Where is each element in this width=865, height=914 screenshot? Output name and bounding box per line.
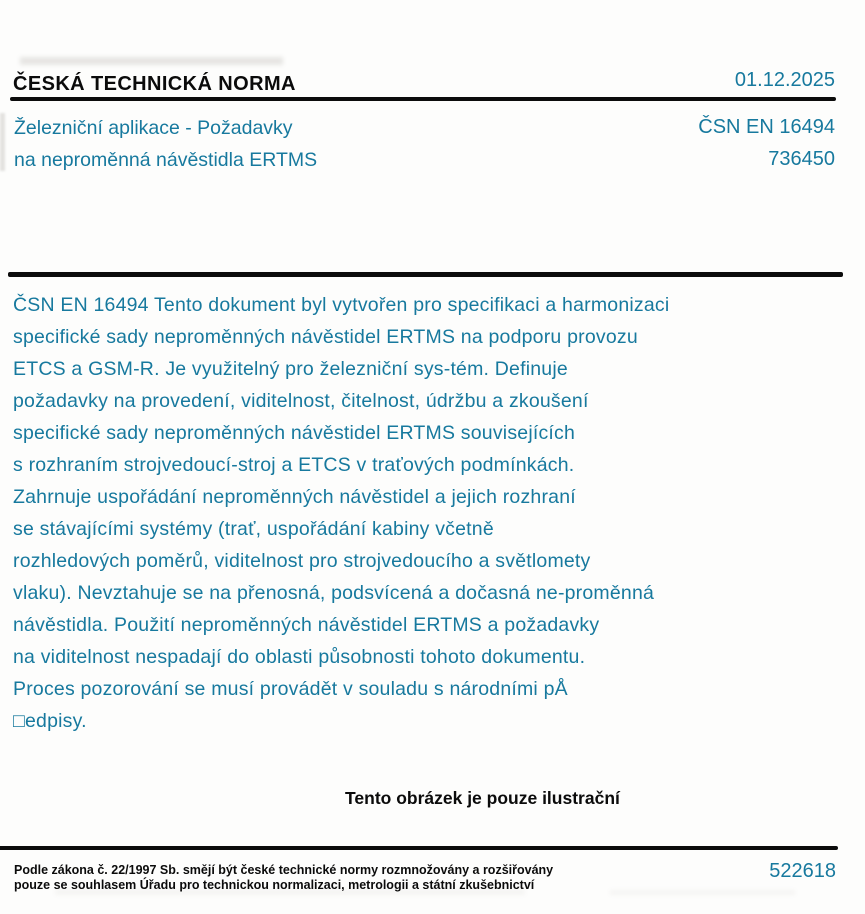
abstract-line: rozhledových poměrů, viditelnost pro strojvedoucího a světlomety <box>13 550 591 572</box>
abstract-line: □edpisy. <box>13 710 87 732</box>
standard-code: ČSN EN 16494 <box>698 116 835 138</box>
abstract-line: s rozhraním strojvedoucí-stroj a ETCS v traťových podmínkách. <box>13 454 575 476</box>
abstract-text <box>13 289 669 737</box>
legal-notice-line1: Podle zákona č. 22/1997 Sb. smějí být české technické normy rozmnožovány a rozšiřovány <box>14 863 554 877</box>
scan-artifact-footer-right <box>610 890 795 895</box>
abstract-line: na viditelnost nespadají do oblasti působnosti tohoto dokumentu. <box>13 646 586 668</box>
class-code: 736450 <box>768 148 835 170</box>
legal-notice <box>14 863 553 893</box>
abstract-line: ETCS a GSM-R. Je využitelný pro železniční sys-tém. Definuje <box>13 358 568 380</box>
scan-artifact-top <box>20 57 283 65</box>
standard-identifiers <box>698 111 835 175</box>
illustration-caption: Tento obrázek je pouze ilustrační <box>345 788 620 808</box>
footer-rule <box>0 846 838 850</box>
abstract-line: návěstidla. Použití neproměnných návěstidel ERTMS a požadavky <box>13 614 600 636</box>
abstract-line: specifické sady neproměnných návěstidel ERTMS na podporu provozu <box>13 326 638 348</box>
abstract-line: Zahrnuje uspořádání neproměnných návěstidel a jejich rozhraní <box>13 486 576 508</box>
page-title: ČESKÁ TECHNICKÁ NORMA <box>13 73 296 95</box>
subject-title-line2: na neproměnná návěstidla ERTMS <box>14 149 318 171</box>
abstract-line: ČSN EN 16494 Tento dokument byl vytvořen pro specifikaci a harmonizaci <box>13 294 670 316</box>
header-rule <box>10 97 836 101</box>
section-divider-rule <box>8 272 843 277</box>
legal-notice-line2: pouze se souhlasem Úřadu pro technickou normalizaci, metrologii a státní zkušebnictví <box>14 878 535 892</box>
scan-artifact-left-edge <box>0 113 5 171</box>
abstract-line: vlaku). Nevztahuje se na přenosná, podsvícená a dočasná ne-proměnná <box>13 582 655 604</box>
abstract-line: požadavky na provedení, viditelnost, čitelnost, údržbu a zkoušení <box>13 390 589 412</box>
subject-title-line1: Železniční aplikace - Požadavky <box>14 117 293 139</box>
abstract-line: se stávajícími systémy (trať, uspořádání kabiny včetně <box>13 518 494 540</box>
order-number: 522618 <box>769 860 836 882</box>
issue-date: 01.12.2025 <box>734 69 835 91</box>
abstract-line: specifické sady neproměnných návěstidel ERTMS souvisejících <box>13 422 576 444</box>
abstract-line: Proces pozorování se musí provádět v souladu s národními pÅ <box>13 678 568 700</box>
subject-title <box>14 112 317 176</box>
